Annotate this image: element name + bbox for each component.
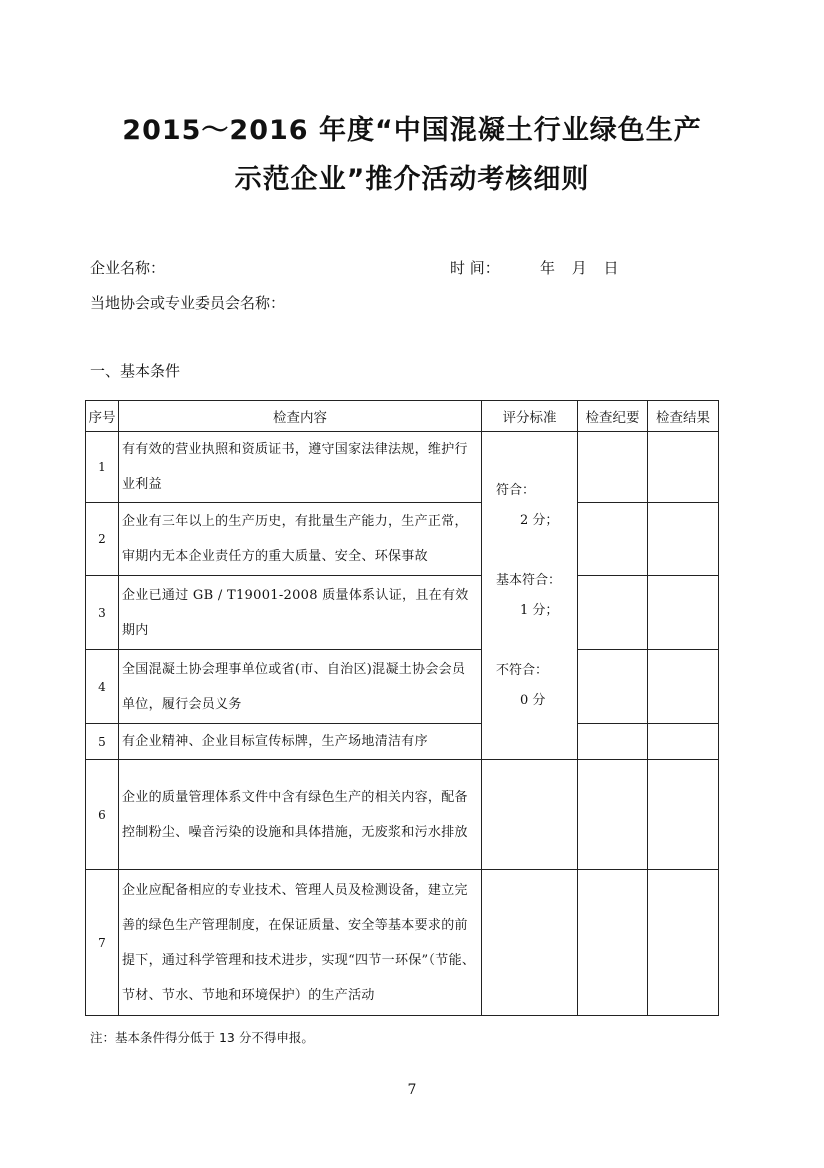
row-number: 3 (86, 576, 119, 650)
table-row (86, 650, 719, 724)
document-title-line2: 示范企业”推介活动考核细则 (234, 164, 590, 195)
row-number: 2 (86, 503, 119, 576)
row-number: 1 (86, 432, 119, 503)
row-content: 全国混凝土协会理事单位或省(市、自治区)混凝土协会会员单位，履行会员义务 (119, 650, 482, 724)
row-content: 企业应配备相应的专业技术、管理人员及检测设备，建立完善的绿色生产管理制度，在保证质量、安全等基本要求的前提下，通过科学管理和技术进步，实现“四节一环保”（节能、节材、节水、节地和环境保护）的生产活动 (119, 870, 482, 1016)
result-cell[interactable] (648, 503, 719, 576)
meet-label: 符合： (496, 482, 536, 498)
result-cell[interactable] (648, 576, 719, 650)
result-cell[interactable] (648, 432, 719, 503)
result-cell[interactable] (648, 870, 719, 1016)
company-name-label: 企业名称： (90, 259, 166, 277)
row-content: 企业有三年以上的生产历史，有批量生产能力，生产正常，审期内无本企业责任方的重大质量、安全、环保事故 (119, 503, 482, 576)
record-cell[interactable] (578, 870, 648, 1016)
row-number: 6 (86, 760, 119, 870)
table-row (86, 870, 719, 1016)
header-record: 检查纪要 (578, 401, 648, 432)
record-cell[interactable] (578, 576, 648, 650)
basic-meet-label: 基本符合： (496, 572, 562, 588)
row-number: 5 (86, 724, 119, 760)
row-number: 7 (86, 870, 119, 1016)
standard-cell (482, 870, 578, 1016)
assessment-table (85, 400, 719, 1016)
time-label: 时 间： (450, 259, 500, 277)
date-field: 年 月 日 (540, 259, 619, 277)
record-cell[interactable] (578, 432, 648, 503)
standard-cell (482, 760, 578, 870)
header-content: 检查内容 (119, 401, 482, 432)
meet-value: 2 分； (520, 512, 559, 528)
footnote: 注：基本条件得分低于 13 分不得申报。 (90, 1030, 314, 1045)
record-cell[interactable] (578, 724, 648, 760)
page-number: 7 (407, 1082, 417, 1098)
table-row (86, 503, 719, 576)
association-name-label: 当地协会或专业委员会名称： (90, 294, 286, 312)
result-cell[interactable] (648, 724, 719, 760)
row-number: 4 (86, 650, 119, 724)
header-result: 检查结果 (648, 401, 719, 432)
fail-value: 0 分 (520, 692, 546, 708)
scoring-standard (482, 432, 578, 760)
record-cell[interactable] (578, 503, 648, 576)
table-header-row (86, 401, 719, 432)
record-cell[interactable] (578, 760, 648, 870)
section-title: 一、基本条件 (90, 362, 181, 380)
document-title-line1: 2015～2016 年度“中国混凝土行业绿色生产 (122, 115, 702, 146)
header-no: 序号 (86, 401, 119, 432)
table-row (86, 760, 719, 870)
row-content: 企业的质量管理体系文件中含有绿色生产的相关内容，配备控制粉尘、噪音污染的设施和具体措施，无废浆和污水排放 (119, 760, 482, 870)
result-cell[interactable] (648, 650, 719, 724)
record-cell[interactable] (578, 650, 648, 724)
result-cell[interactable] (648, 760, 719, 870)
header-standard: 评分标准 (482, 401, 578, 432)
row-content: 有有效的营业执照和资质证书，遵守国家法律法规，维护行业利益 (119, 432, 482, 503)
fail-label: 不符合： (496, 662, 549, 678)
row-content: 有企业精神、企业目标宣传标牌，生产场地清洁有序 (119, 724, 482, 760)
table-row (86, 576, 719, 650)
basic-meet-value: 1 分； (520, 602, 559, 618)
row-content: 企业已通过 GB / T19001-2008 质量体系认证，且在有效期内 (119, 576, 482, 650)
table-row (86, 432, 719, 503)
table-row (86, 724, 719, 760)
